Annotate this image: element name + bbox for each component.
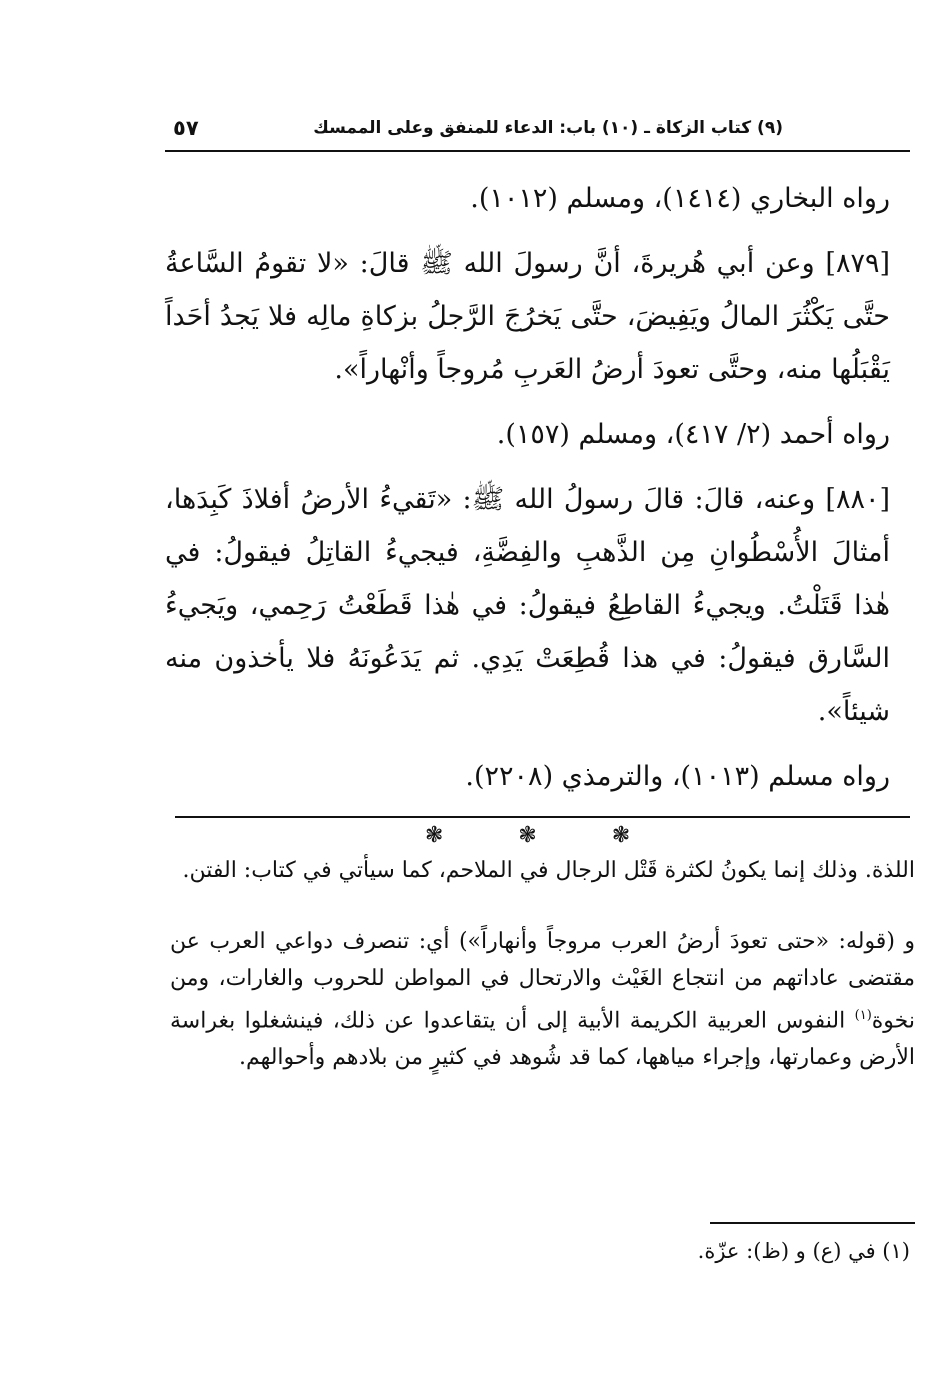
hadith-880: [٨٨٠] وعنه، قالَ: قالَ رسولُ الله ﷺ: «تَقيءُ الأرضُ أفلاذَ كَبِدَها، أمثالَ الأُسْطُوانِ مِن الذَّهبِ والفِضَّةِ، فيجيءُ القاتِلُ فيقولُ: في هٰذا قَتَلْتُ. ويجيءُ القاطِعُ فيقولُ: في هٰذا قَطَعْتُ رَحِمي، ويَجيءُ السَّارق فيقولُ: في هذا قُطِعَتْ يَدِي. ثم يَدَعُونَهُ فلا يأخذون منه شيئاً».	[165, 484, 890, 727]
commentary-divider	[175, 816, 910, 818]
chapter-title: (٩) كتاب الزكاة ـ (١٠) باب: الدعاء للمنفق وعلى الممسك	[313, 118, 783, 138]
hadith-source-2: رواه أحمد (٢/ ٤١٧)، ومسلم (١٥٧).	[496, 419, 890, 450]
separator-star-icon: ❃	[424, 823, 444, 848]
hadith-source-1: رواه البخاري (١٤١٤)، ومسلم (١٠١٢).	[470, 183, 890, 214]
commentary-text	[170, 852, 915, 1110]
commentary-para-2	[170, 923, 915, 1076]
commentary-text-b: النفوس العربية الكريمة الأبية إلى أن يتقاعدوا عن ذلك، فينشغلوا بغراسة الأرض وعمارتها، وإجراء مياهها، كما قد شُوهد في كثيرٍ من بلادهم وأحوالهم.	[170, 1008, 915, 1071]
commentary-para-1: اللذة. وذلك إنما يكونُ لكثرة قَتْل الرجال في الملاحم، كما سيأتي في كتاب: الفتن.	[182, 858, 915, 883]
separator-star-icon: ❃	[518, 823, 537, 848]
footnote-divider	[710, 1222, 915, 1224]
page-number: ٥٧	[173, 116, 199, 140]
header-divider	[165, 150, 910, 152]
running-header	[163, 112, 913, 150]
hadith-source-3: رواه مسلم (١٠١٣)، والترمذي (٢٢٠٨).	[465, 761, 890, 792]
footnote: (١) في (ع) و (ظ): عزّة.	[697, 1239, 910, 1263]
hadith-text	[165, 172, 890, 862]
hadith-879: [٨٧٩] وعن أبي هُريرةَ، أنَّ رسولَ الله ﷺ قالَ: «لا تقومُ السَّاعةُ حتَّى يَكْثُرَ المالُ ويَفِيضَ، حتَّى يَخرُجَ الرَّجلُ بزكاةِ مالِه فلا يَجدُ أحَداً يَقْبَلُها منه، وحتَّى تعودَ أرضُ العَربِ مُروجاً وأنْهاراً».	[165, 248, 890, 385]
separator-star-icon: ❃	[611, 823, 631, 848]
commentary-text-a: و (قوله: «حتى تعودَ أرضُ العرب مروجاً وأنهاراً») أي: تنصرف دواعي العرب عن مقتضى عاداتهم من انتجاع الغَيْث والارتحال في المواطن للحروب والغارات، ومن نخوة	[170, 929, 915, 1034]
footnote-reference: (١)	[854, 1008, 872, 1023]
